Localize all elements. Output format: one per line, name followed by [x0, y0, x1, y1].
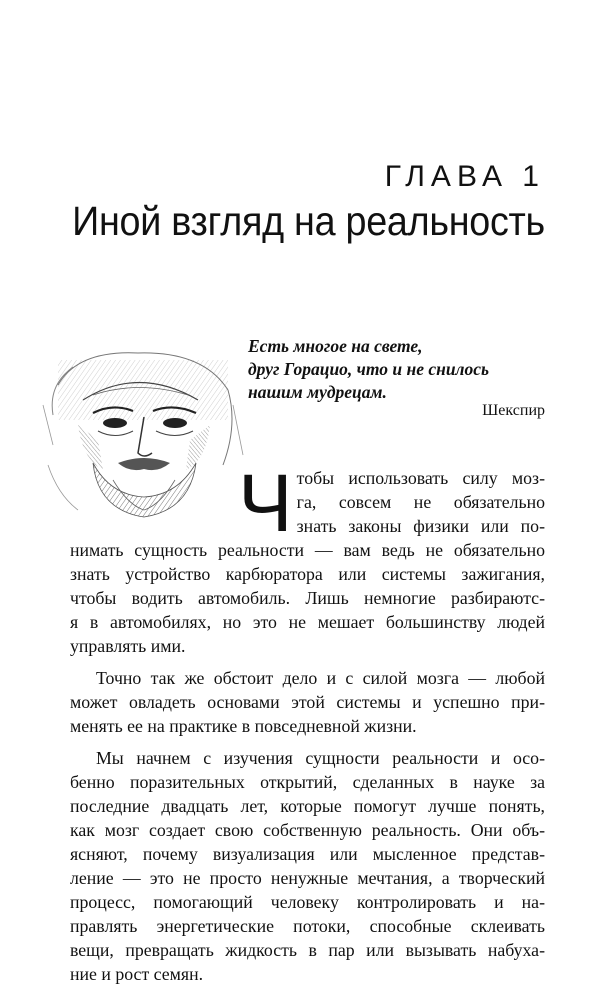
paragraph-2 [70, 666, 545, 738]
epigraph-line: Есть многое на свете, [248, 336, 423, 356]
text-line: ление — это не просто ненужные мечтания, а творческий [70, 868, 545, 888]
text-line: управлять ими. [70, 636, 186, 656]
epigraph-line: нашим мудрецам. [248, 382, 387, 402]
epigraph-author: Шекспир [482, 402, 545, 419]
text-line: правлять энергетические потоки, способные склеивать [70, 916, 545, 936]
text-line: чтобы водить автомобиль. Лишь немногие разбираютс- [70, 588, 545, 608]
text-line: процесс, помогающий человеку контролировать и на- [70, 892, 545, 912]
body-text [70, 458, 545, 986]
text-line: последние двадцать лет, которые помогут лучше понять, [70, 796, 545, 816]
text-line: как мозг создает свою собственную реальность. Они объ- [70, 820, 545, 840]
text-line: знать законы физики или по- [296, 516, 545, 536]
chapter-title: Иной взгляд на реальность [72, 198, 545, 244]
text-line: Точно так же обстоит дело и с силой мозга — любой [96, 668, 545, 688]
text-line: ясняют, почему визуализация или мысленное представ- [70, 844, 545, 864]
text-line: бенно поразительных открытий, сделанных в науке за [70, 772, 545, 792]
text-line: га, совсем не обязательно [296, 492, 545, 512]
paragraph-3 [70, 746, 545, 986]
text-line: менять ее на практике в повседневной жизни. [70, 716, 417, 736]
text-line: нимать сущность реальности — вам ведь не обязательно [70, 540, 545, 560]
chapter-label: ГЛАВА 1 [384, 160, 545, 193]
drop-cap: Ч [238, 458, 293, 549]
text-line: вещи, превращать жидкость в пар или вызывать набуха- [70, 940, 545, 960]
text-line: знать устройство карбюратора или системы зажигания, [70, 564, 545, 584]
text-line: Мы начнем с изучения сущности реальности и осо- [96, 748, 545, 768]
text-line: я в автомобилях, но это не мешает большинству людей [70, 612, 545, 632]
text-line: тобы использовать силу моз- [296, 468, 545, 488]
epigraph-line: друг Горацио, что и не снилось [248, 359, 490, 379]
paragraph-1 [70, 458, 545, 658]
text-line: ние и рост семян. [70, 964, 204, 984]
text-line: может овладеть основами этой системы и успешно при- [70, 692, 545, 712]
epigraph [248, 335, 528, 404]
